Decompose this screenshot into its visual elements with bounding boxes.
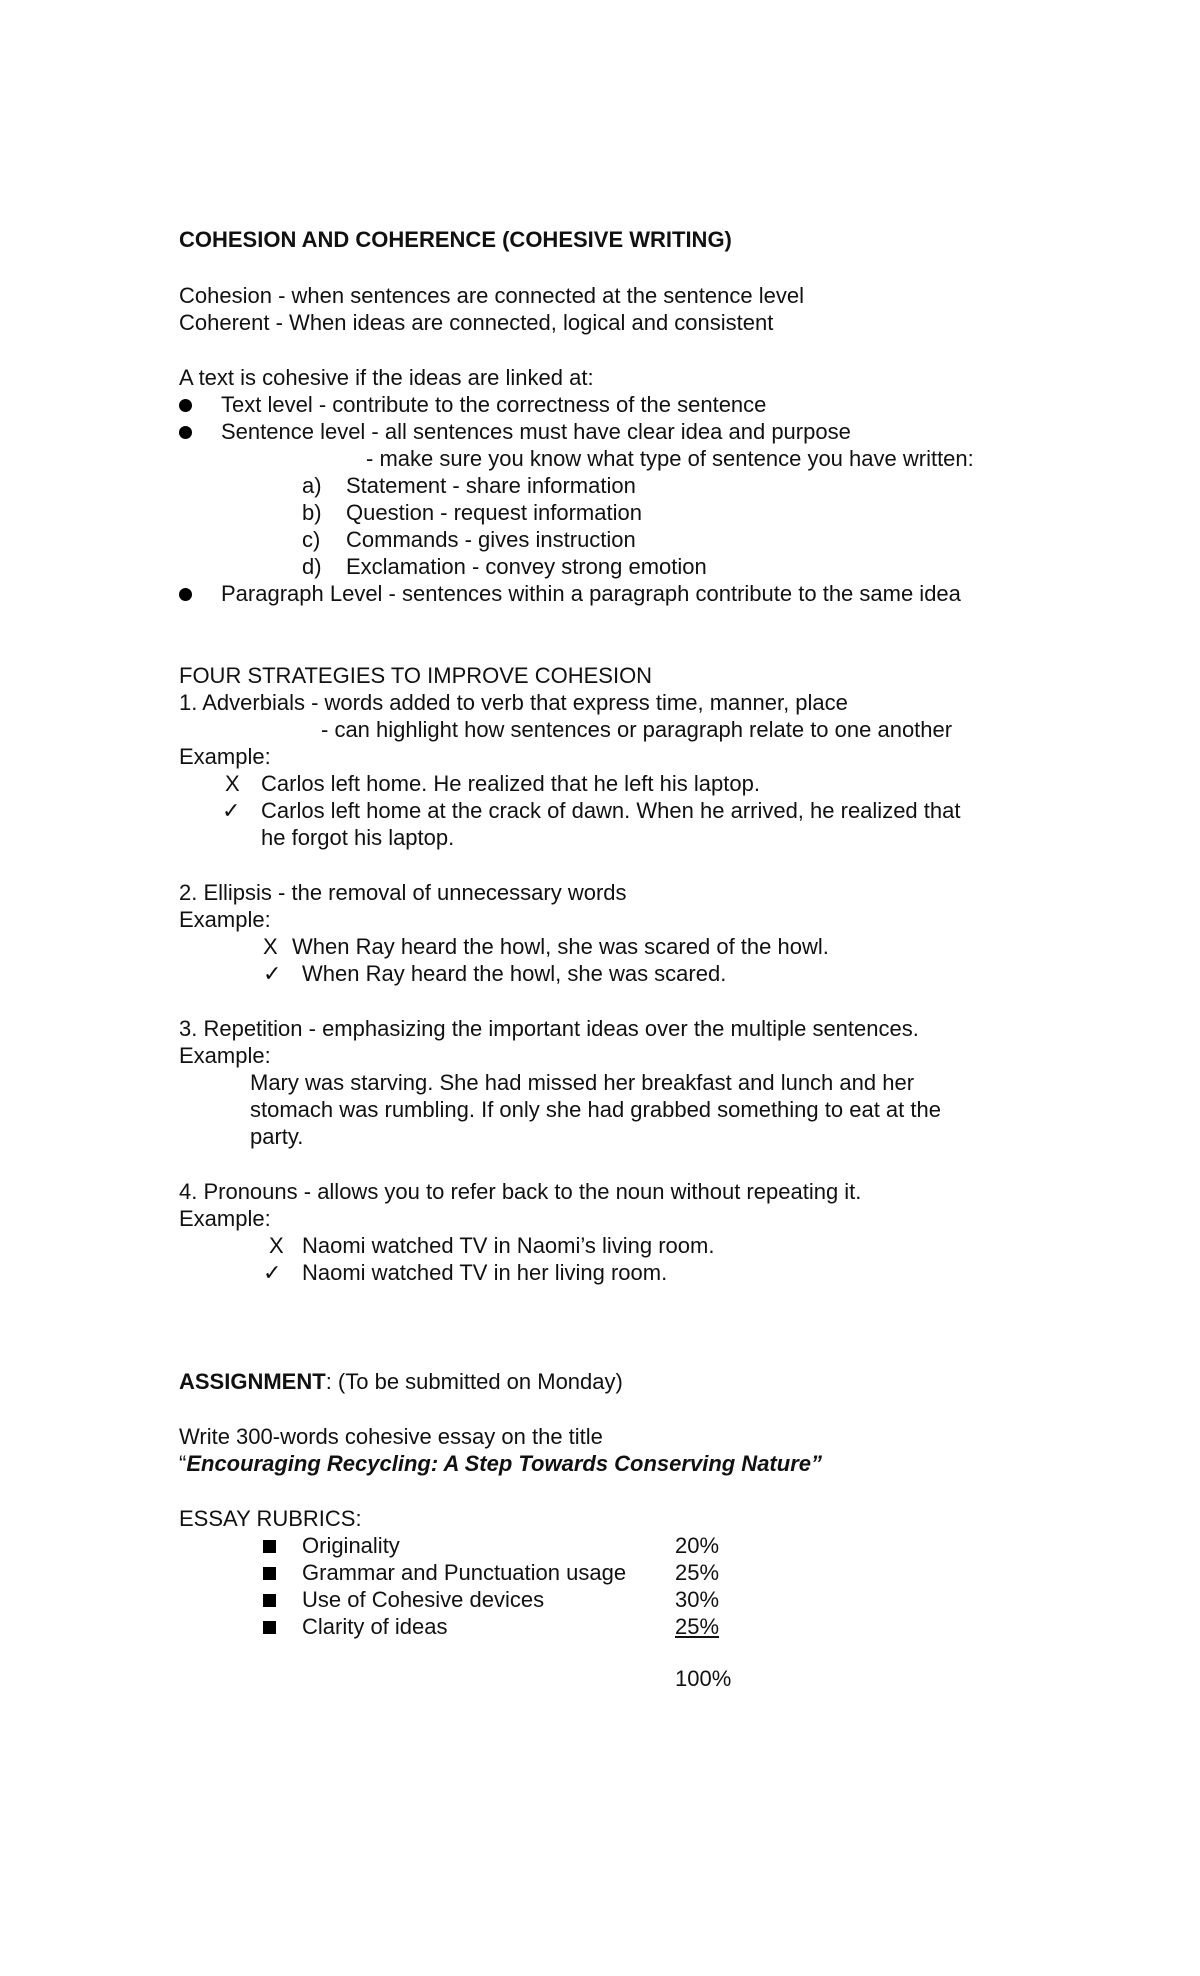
strategy-2-right: When Ray heard the howl, she was scared. <box>302 961 727 986</box>
level-item-sentence <box>179 418 192 445</box>
strategy-3-title: 3. Repetition - emphasizing the important ideas over the multiple sentences. <box>179 1016 919 1041</box>
definition-cohesion: Cohesion - when sentences are connected at the sentence level <box>179 283 804 308</box>
rubric-bullet <box>263 1559 276 1586</box>
level-sentence-label: Sentence level - all sentences must have clear idea and purpose <box>221 419 851 444</box>
sentence-type-letter: d) <box>302 554 322 579</box>
level-item-text <box>179 391 192 418</box>
level-paragraph-label: Paragraph Level - sentences within a paragraph contribute to the same idea <box>221 581 961 606</box>
strategy-3-text: party. <box>250 1124 304 1149</box>
strategy-1-title: 1. Adverbials - words added to verb that express time, manner, place <box>179 690 848 715</box>
rubric-bullet <box>263 1532 276 1559</box>
example-label: Example: <box>179 1206 271 1231</box>
check-mark-icon: ✓ <box>222 798 241 823</box>
sentence-type-text: Question - request information <box>346 500 642 525</box>
strategy-4-right: Naomi watched TV in her living room. <box>302 1260 668 1285</box>
sentence-type-letter: b) <box>302 500 322 525</box>
strategy-2-title: 2. Ellipsis - the removal of unnecessary words <box>179 880 627 905</box>
sentence-type-letter: a) <box>302 473 322 498</box>
square-bullet-icon <box>263 1540 276 1553</box>
wrong-mark-icon: X <box>269 1233 284 1258</box>
sentence-type-text: Commands - gives instruction <box>346 527 636 552</box>
rubric-value: 25% <box>675 1560 720 1585</box>
square-bullet-icon <box>263 1594 276 1607</box>
strategy-2-wrong: When Ray heard the howl, she was scared of the howl. <box>292 934 829 959</box>
strategy-3-text: stomach was rumbling. If only she had grabbed something to eat at the <box>250 1097 941 1122</box>
page-title: COHESION AND COHERENCE (COHESIVE WRITING) <box>179 227 732 252</box>
strategy-3-text: Mary was starving. She had missed her breakfast and lunch and her <box>250 1070 915 1095</box>
square-bullet-icon <box>263 1567 276 1580</box>
assignment-heading <box>179 1368 623 1395</box>
check-mark-icon: ✓ <box>263 1260 282 1285</box>
bullet-icon <box>179 426 192 439</box>
wrong-mark-icon: X <box>225 771 240 796</box>
wrong-mark-icon: X <box>263 934 278 959</box>
sentence-note: - make sure you know what type of sentence you have written: <box>366 446 974 471</box>
rubric-total: 100% <box>675 1666 732 1691</box>
strategy-1-right-cont: he forgot his laptop. <box>261 825 455 850</box>
rubric-value: 30% <box>675 1587 720 1612</box>
strategy-1-wrong: Carlos left home. He realized that he left his laptop. <box>261 771 760 796</box>
rubric-bullet <box>263 1613 276 1640</box>
rubric-label: Clarity of ideas <box>302 1614 448 1639</box>
strategy-1-note: - can highlight how sentences or paragraph relate to one another <box>321 717 953 742</box>
level-text-label: Text level - contribute to the correctness of the sentence <box>221 392 767 417</box>
sentence-type-text: Statement - share information <box>346 473 636 498</box>
sentence-type-text: Exclamation - convey strong emotion <box>346 554 707 579</box>
assignment-instruction: Write 300-words cohesive essay on the title <box>179 1424 603 1449</box>
definition-coherent: Coherent - When ideas are connected, logical and consistent <box>179 310 774 335</box>
rubric-label: Use of Cohesive devices <box>302 1587 545 1612</box>
example-label: Example: <box>179 1043 271 1068</box>
rubric-value: 25% <box>675 1614 720 1639</box>
essay-title-line <box>179 1450 822 1477</box>
strategy-4-title: 4. Pronouns - allows you to refer back to the noun without repeating it. <box>179 1179 862 1204</box>
assignment-label: ASSIGNMENT <box>179 1369 326 1394</box>
rubrics-heading: ESSAY RUBRICS: <box>179 1506 362 1531</box>
sentence-type-letter: c) <box>302 527 321 552</box>
check-mark-icon: ✓ <box>263 961 282 986</box>
example-label: Example: <box>179 744 271 769</box>
bullet-icon <box>179 588 192 601</box>
essay-title: Encouraging Recycling: A Step Towards Conserving Nature” <box>186 1451 822 1476</box>
open-quote: “ <box>179 1451 187 1476</box>
strategy-4-wrong: Naomi watched TV in Naomi’s living room. <box>302 1233 715 1258</box>
rubric-label: Originality <box>302 1533 400 1558</box>
rubric-bullet <box>263 1586 276 1613</box>
rubric-value: 20% <box>675 1533 720 1558</box>
assignment-note: : (To be submitted on Monday) <box>325 1369 623 1394</box>
example-label: Example: <box>179 907 271 932</box>
rubric-label: Grammar and Punctuation usage <box>302 1560 627 1585</box>
strategy-1-right: Carlos left home at the crack of dawn. When he arrived, he realized that <box>261 798 961 823</box>
bullet-icon <box>179 399 192 412</box>
level-item-paragraph <box>179 580 192 607</box>
strategies-heading: FOUR STRATEGIES TO IMPROVE COHESION <box>179 663 653 688</box>
intro-text: A text is cohesive if the ideas are linked at: <box>179 365 594 390</box>
square-bullet-icon <box>263 1621 276 1634</box>
